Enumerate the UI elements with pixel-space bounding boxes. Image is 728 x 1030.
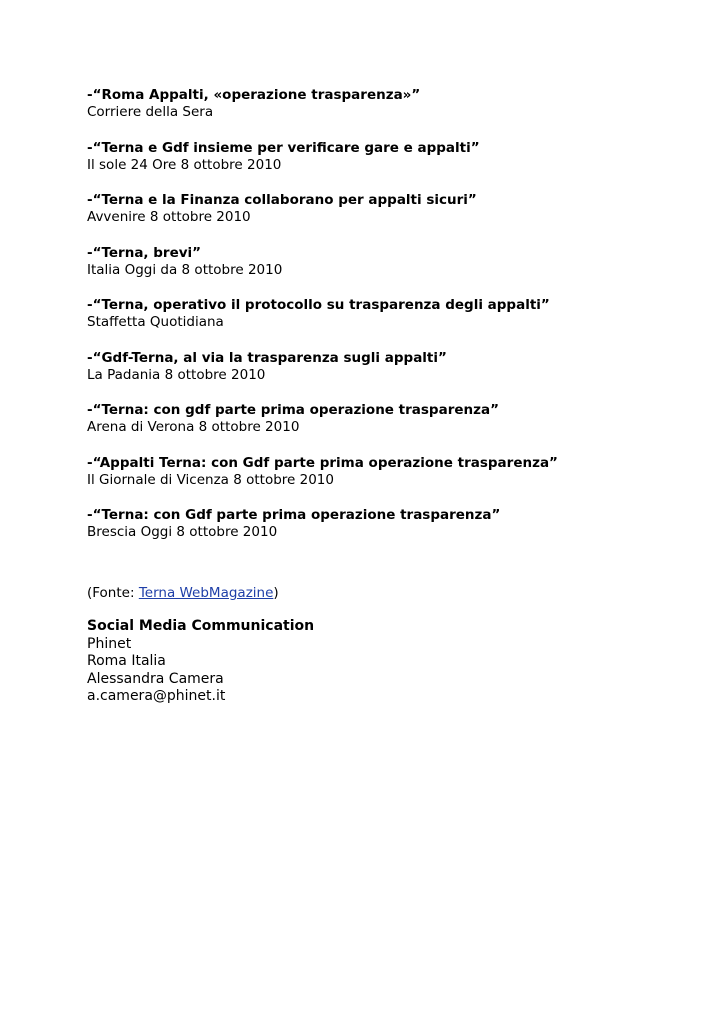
article-entry [87,401,687,436]
article-source: Il sole 24 Ore 8 ottobre 2010 [87,156,282,173]
article-source: La Padania 8 ottobre 2010 [87,366,266,383]
contact-email: a.camera@phinet.it [87,688,226,704]
article-headline: -“Terna e Gdf insieme per verificare gare e appalti” [87,139,480,156]
contact-company: Phinet [87,635,132,652]
article-source: Corriere della Sera [87,104,214,120]
document-page [87,86,687,706]
article-source: Staffetta Quotidiana [87,314,224,330]
article-source: Arena di Verona 8 ottobre 2010 [87,419,300,435]
source-credit-prefix: (Fonte: [87,585,139,601]
article-entry [87,86,687,121]
article-entry [87,191,687,226]
contact-person: Alessandra Camera [87,670,224,687]
contact-block [87,618,687,706]
article-headline: -“Terna e la Finanza collaborano per appalti sicuri” [87,192,477,208]
article-entry [87,506,687,541]
article-headline: -“Terna: con gdf parte prima operazione trasparenza” [87,402,499,418]
article-entry [87,244,687,279]
terna-webmagazine-link[interactable]: Terna WebMagazine [138,585,274,601]
article-entry [87,454,687,489]
article-entry [87,349,687,384]
article-headline: -“Terna: con Gdf parte prima operazione trasparenza” [87,507,501,523]
source-credit [87,584,687,602]
contact-location: Roma Italia [87,653,166,669]
article-headline: -“Terna, brevi” [87,244,202,261]
article-entry [87,296,687,331]
source-credit-suffix: ) [273,585,279,601]
article-headline: -“Roma Appalti, «operazione trasparenza»” [87,87,421,103]
article-headline: -“Terna, operativo il protocollo su trasparenza degli appalti” [87,297,550,313]
article-source: Italia Oggi da 8 ottobre 2010 [87,261,283,278]
contact-title: Social Media Communication [87,618,315,634]
article-source: Il Giornale di Vicenza 8 ottobre 2010 [87,471,334,488]
article-entry [87,139,687,174]
article-source: Avvenire 8 ottobre 2010 [87,209,251,225]
article-source: Brescia Oggi 8 ottobre 2010 [87,524,278,540]
article-headline: -“Appalti Terna: con Gdf parte prima operazione trasparenza” [87,454,558,471]
article-headline: -“Gdf-Terna, al via la trasparenza sugli appalti” [87,349,447,366]
